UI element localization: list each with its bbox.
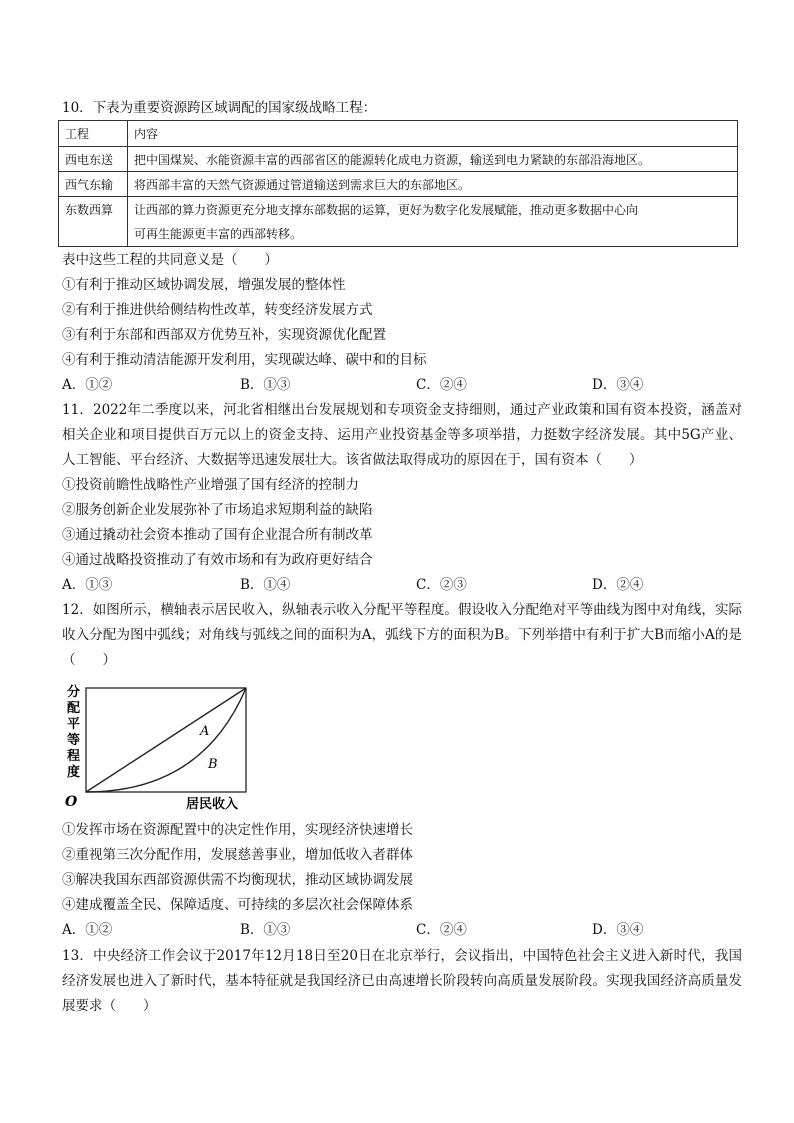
q11-option-d[interactable]: D．②④ xyxy=(592,577,644,593)
q12-option-d[interactable]: D．③④ xyxy=(592,922,644,938)
table-header-row xyxy=(59,121,738,147)
y-axis-label-char: 度 xyxy=(67,765,81,780)
y-axis-label-char: 等 xyxy=(67,733,81,748)
x-axis-label: 居民收入 xyxy=(186,797,239,812)
table-cell-project: 东数西算 xyxy=(59,197,128,247)
q12-stem: 12．如图所示，横轴表示居民收入，纵轴表示收入分配平等程度。假设收入分配绝对平等曲线为图中对角线，实际收入分配为图中弧线；对角线与弧线之间的面积为A，弧线下方的面积为B。下列举措中有利于扩大B而缩小A的是（ ） xyxy=(62,602,742,668)
q10-option-a[interactable]: A．①② xyxy=(62,377,113,393)
q11-item-1: ①投资前瞻性战略性产业增强了国有经济的控制力 xyxy=(62,477,359,493)
q12-item-4: ④建成覆盖全民、保障适度、可持续的多层次社会保障体系 xyxy=(62,897,413,913)
y-axis-label-char: 程 xyxy=(67,749,81,764)
q11-option-c[interactable]: C．②③ xyxy=(416,577,467,593)
table-cell-content: 将西部丰富的天然气资源通过管道输送到需求巨大的东部地区。 xyxy=(128,172,738,197)
table-cell-content-line: 让西部的算力资源更充分地支撑东部数据的运算，更好为数字化发展赋能，推动更多数据中心向 xyxy=(134,202,639,217)
y-axis-label-char: 平 xyxy=(67,717,81,732)
q12-item-3: ③解决我国东西部资源供需不均衡现状，推动区域协调发展 xyxy=(62,872,413,888)
q10-item-2: ②有利于推进供给侧结构性改革，转变经济发展方式 xyxy=(62,302,373,318)
table-cell-project: 西气东输 xyxy=(59,172,128,197)
q10-item-3: ③有利于东部和西部双方优势互补，实现资源优化配置 xyxy=(62,327,386,343)
y-axis-label-char: 配 xyxy=(67,701,81,716)
q12-item-2: ②重视第三次分配作用，发展慈善事业，增加低收入者群体 xyxy=(62,847,413,863)
q12-option-a[interactable]: A．①② xyxy=(62,922,113,938)
area-b-label: B xyxy=(208,757,218,772)
q10-options xyxy=(62,375,742,395)
table-cell-content xyxy=(128,197,738,247)
y-axis-label-char: 分 xyxy=(67,685,81,700)
q11-item-4: ④通过战略投资推动了有效市场和有为政府更好结合 xyxy=(62,552,373,568)
q12-option-c[interactable]: C．②④ xyxy=(416,922,467,938)
q10-stem: 10．下表为重要资源跨区域调配的国家级战略工程： xyxy=(62,100,377,116)
q12-option-b[interactable]: B．①③ xyxy=(240,922,291,938)
q11-stem: 11．2022年二季度以来，河北省相继出台发展规划和专项资金支持细则，通过产业政策和国有资本投资，涵盖对相关企业和项目提供百万元以上的资金支持、运用产业投资基金等多项举措，力挺数字经济发展。其中5G产业、人工智能、平台经济、大数据等迅速发展壮大。该省做法取得成功的原因在于，国有资本（ ） xyxy=(62,402,742,468)
q12-options xyxy=(62,920,742,940)
q11-option-a[interactable]: A．①③ xyxy=(62,577,113,593)
q10-question: 表中这些工程的共同意义是（ ） xyxy=(62,252,278,268)
q10-item-1: ①有利于推动区域协调发展，增强发展的整体性 xyxy=(62,277,346,293)
q10-item-4: ④有利于推动清洁能源开发利用，实现碳达峰、碳中和的目标 xyxy=(62,352,427,368)
q13-stem: 13．中央经济工作会议于2017年12月18日至20日在北京举行，会议指出，中国特色社会主义进入新时代，我国经济发展也进入了新时代，基本特征就是我国经济已由高速增长阶段转向高质量发展阶段。实现我国经济高质量发展要求（ ） xyxy=(62,948,742,1014)
table-row xyxy=(59,172,738,197)
q10-option-c[interactable]: C．②④ xyxy=(416,377,467,393)
table-cell-content-line: 可再生能源更丰富的西部转移。 xyxy=(134,226,303,241)
q10-option-b[interactable]: B．①③ xyxy=(240,377,291,393)
income-distribution-figure xyxy=(62,680,262,812)
q11-option-b[interactable]: B．①④ xyxy=(240,577,291,593)
table-header-content: 内容 xyxy=(128,121,738,147)
q11-item-2: ②服务创新企业发展弥补了市场追求短期利益的缺陷 xyxy=(62,502,373,518)
q11-options xyxy=(62,575,742,595)
q11-item-3: ③通过撬动社会资本推动了国有企业混合所有制改革 xyxy=(62,527,373,543)
q10-resource-table xyxy=(58,120,738,247)
origin-label: O xyxy=(65,794,78,810)
table-header-project: 工程 xyxy=(59,121,128,147)
table-cell-project: 西电东送 xyxy=(59,147,128,172)
table-row xyxy=(59,197,738,247)
area-a-label: A xyxy=(200,724,210,739)
table-cell-content: 把中国煤炭、水能资源丰富的西部省区的能源转化成电力资源，输送到电力紧缺的东部沿海地区。 xyxy=(128,147,738,172)
table-row xyxy=(59,147,738,172)
q10-option-d[interactable]: D．③④ xyxy=(592,377,644,393)
q12-item-1: ①发挥市场在资源配置中的决定性作用，实现经济快速增长 xyxy=(62,822,413,838)
